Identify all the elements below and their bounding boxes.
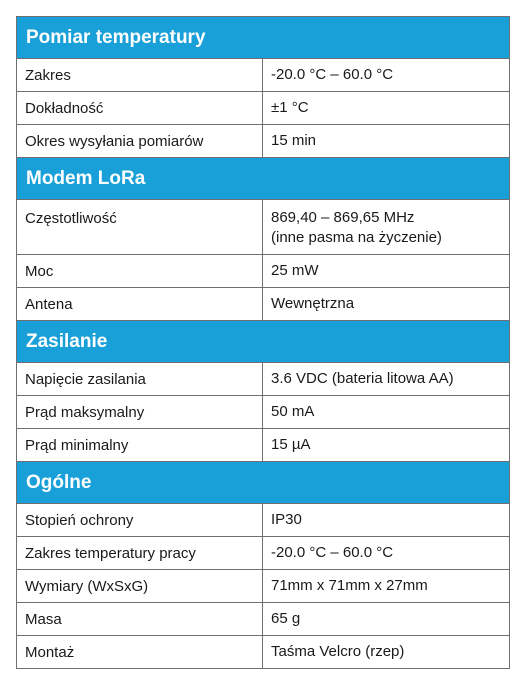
row-value: 869,40 – 869,65 MHz (inne pasma na życzenie) [271,209,442,246]
row-value: 15 µA [271,436,311,453]
row-value: -20.0 °C – 60.0 °C [271,544,394,561]
row-label: Wymiary (WxSxG) [17,570,263,602]
row-value: Wewnętrzna [271,295,355,312]
section-header-modem-lora [17,158,509,200]
row-value: Taśma Velcro (rzep) [271,643,405,660]
table-row [17,636,509,668]
row-label: Napięcie zasilania [17,363,263,395]
row-label: Prąd maksymalny [17,396,263,428]
row-value: 65 g [271,610,301,627]
row-value: 25 mW [271,262,319,279]
section-header-pomiar-temperatury [17,17,509,59]
row-value: IP30 [271,511,302,528]
row-value: -20.0 °C – 60.0 °C [271,66,394,83]
section-title: Ogólne [26,471,92,493]
row-label: Zakres [17,59,263,91]
row-label: Stopień ochrony [17,504,263,536]
table-row [17,603,509,636]
section-header-ogolne [17,462,509,504]
row-label: Moc [17,255,263,287]
section-header-zasilanie [17,321,509,363]
section-title: Zasilanie [26,330,108,352]
table-row [17,59,509,92]
row-label: Zakres temperatury pracy [17,537,263,569]
section-title: Pomiar temperatury [26,26,206,48]
section-title: Modem LoRa [26,167,146,189]
row-value: 50 mA [271,403,315,420]
row-label: Częstotliwość [17,200,263,254]
table-row [17,255,509,288]
table-row [17,537,509,570]
row-label: Okres wysyłania pomiarów [17,125,263,157]
table-row [17,570,509,603]
table-row [17,200,509,255]
row-value: ±1 °C [271,99,309,116]
row-label: Masa [17,603,263,635]
table-row [17,396,509,429]
row-label: Antena [17,288,263,320]
row-value: 71mm x 71mm x 27mm [271,577,428,594]
row-label: Dokładność [17,92,263,124]
table-row [17,504,509,537]
row-label: Prąd minimalny [17,429,263,461]
row-value: 15 min [271,132,317,149]
row-label: Montaż [17,636,263,668]
spec-table [16,16,510,669]
table-row [17,288,509,321]
table-row [17,429,509,462]
table-row [17,125,509,158]
table-row [17,92,509,125]
row-value: 3.6 VDC (bateria litowa AA) [271,370,454,387]
table-row [17,363,509,396]
